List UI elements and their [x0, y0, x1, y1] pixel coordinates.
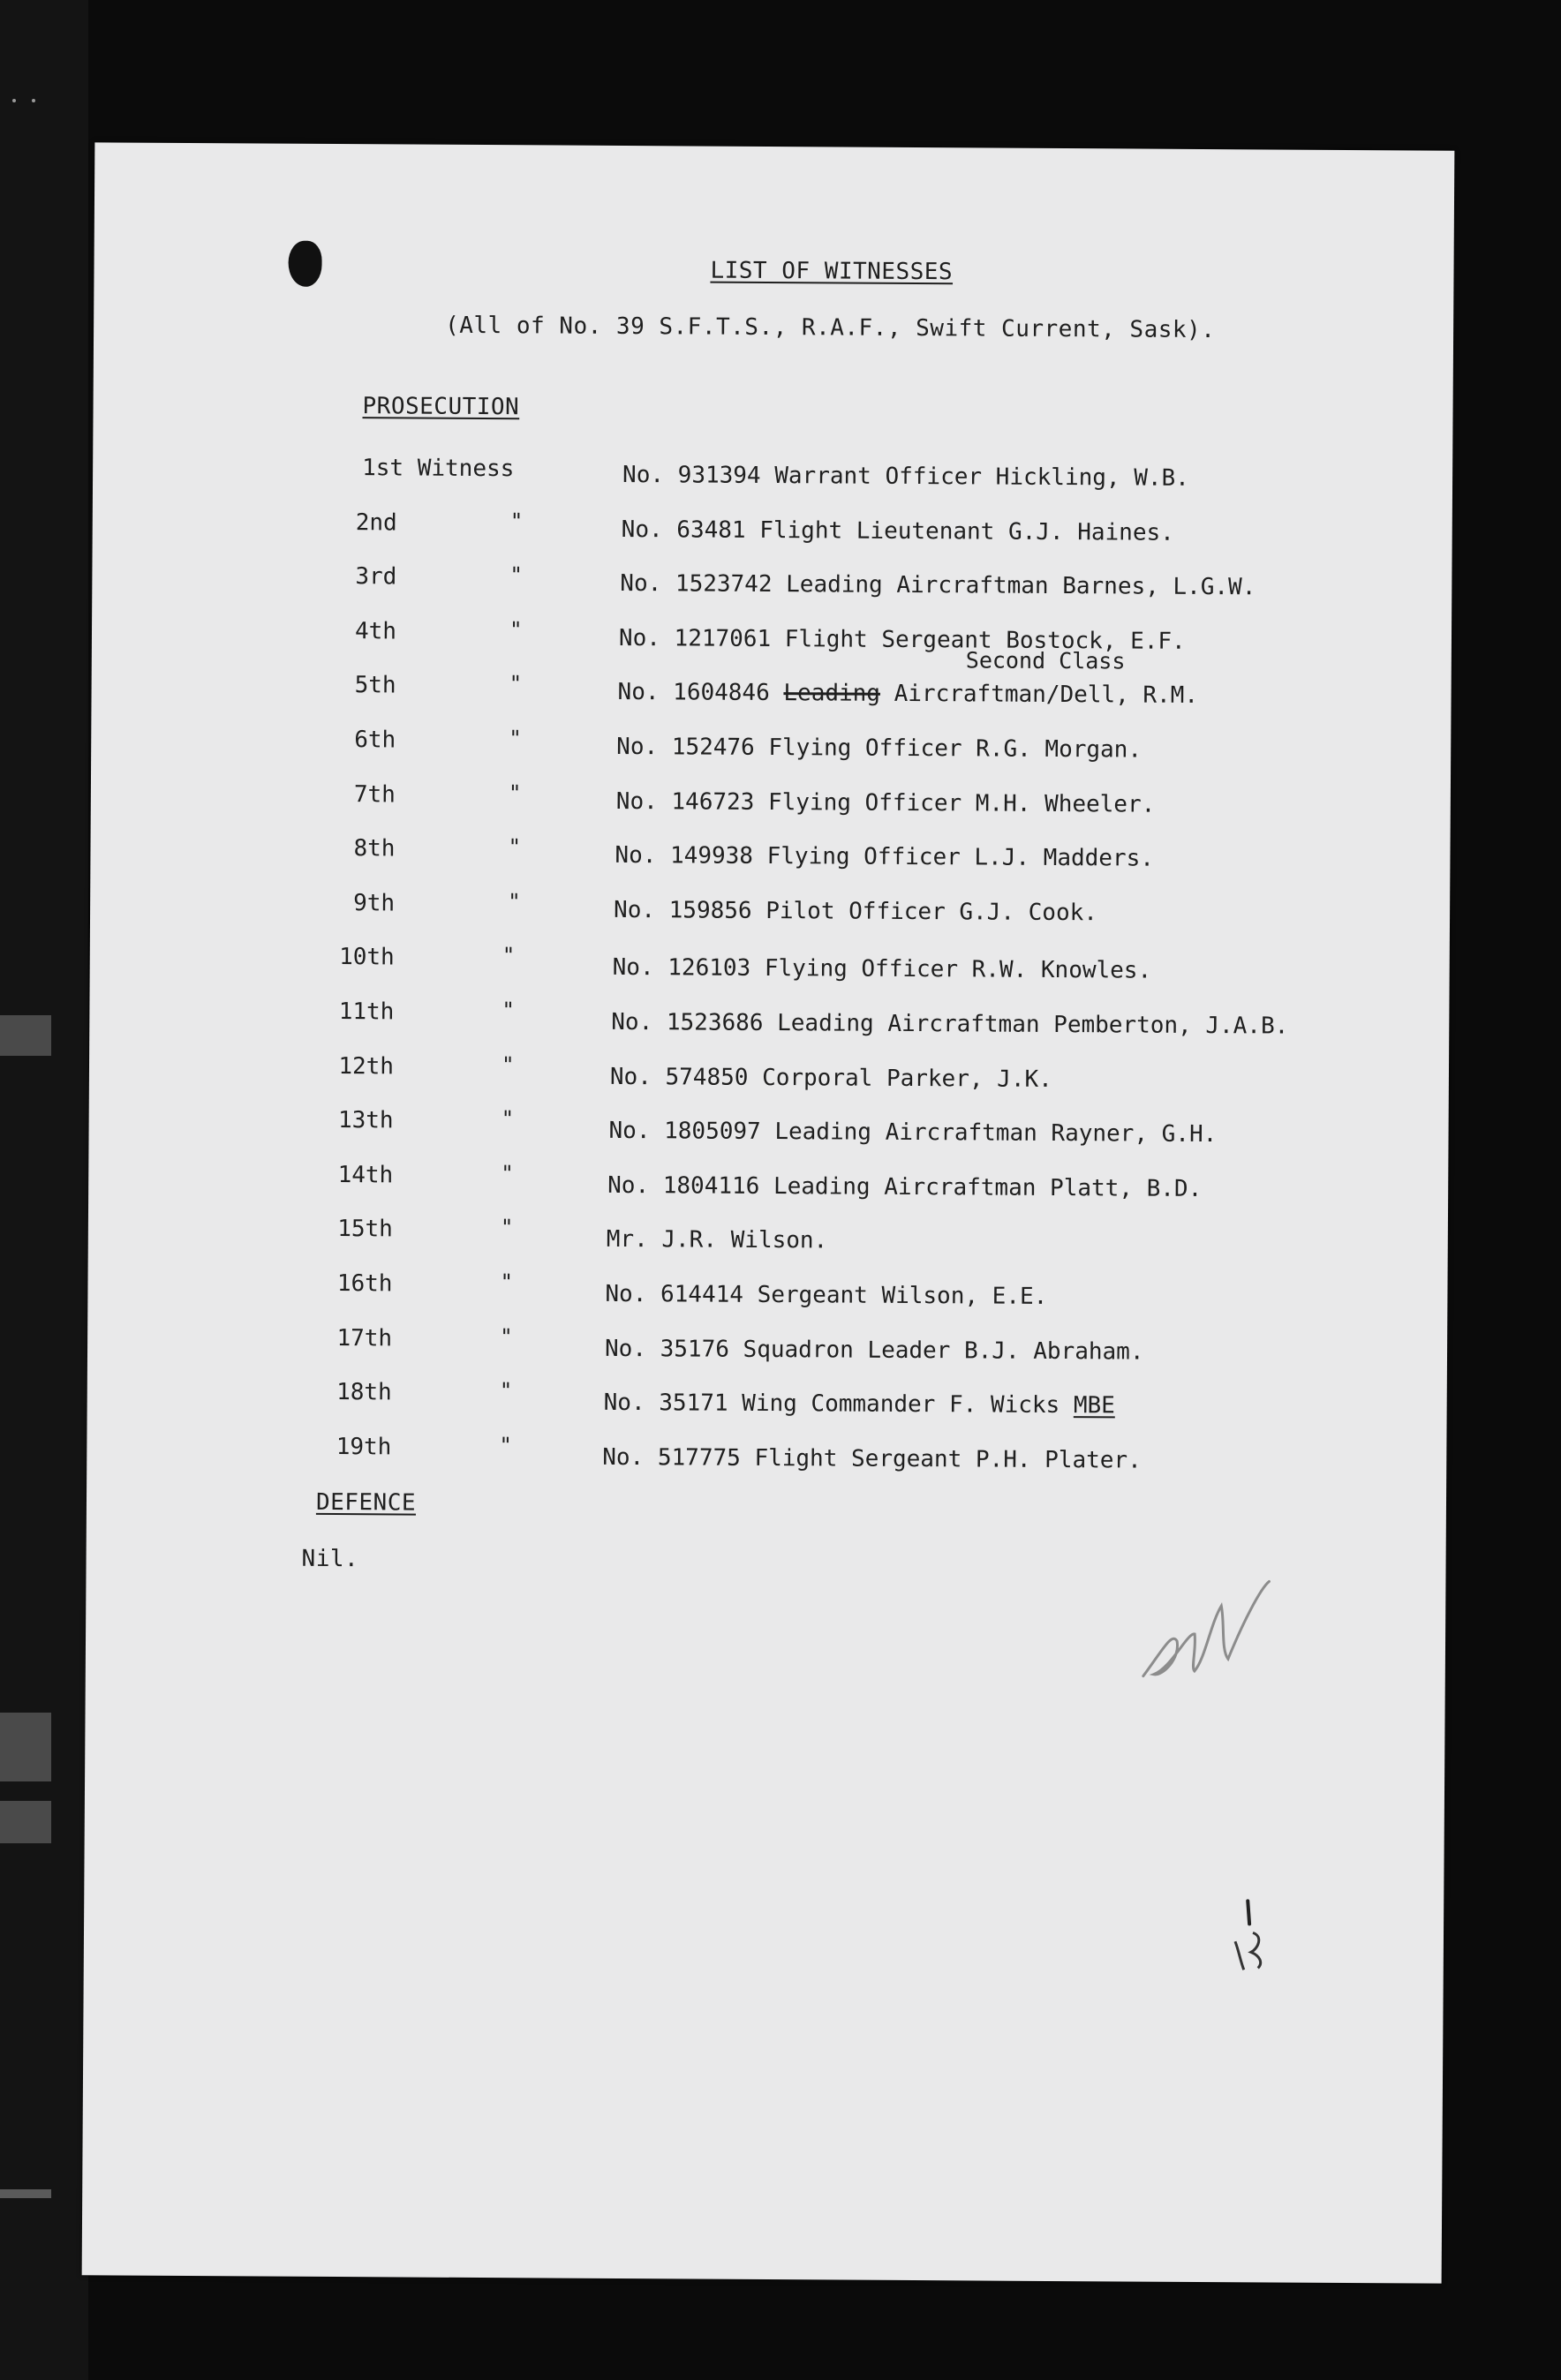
ditto-mark: ": [500, 1323, 513, 1349]
prosecution-heading: PROSECUTION: [362, 393, 520, 421]
witness-details-text: No. 63481 Flight Lieutenant G.J. Haines.: [621, 516, 1174, 546]
ditto-mark: ": [509, 562, 523, 588]
witness-details-text: No. 126103 Flying Officer R.W. Knowles.: [612, 954, 1152, 985]
document-title: LIST OF WITNESSES: [710, 257, 954, 286]
film-marker: [0, 2189, 51, 2198]
witness-details: [608, 1118, 1217, 1148]
document-subtitle: (All of No. 39 S.F.T.S., R.A.F., Swift Current, Sask).: [445, 312, 1216, 344]
witness-ordinal: 7th: [353, 780, 396, 809]
witness-details-text: No. 614414 Sergeant Wilson, E.E.: [605, 1280, 1048, 1310]
ditto-mark: ": [500, 1269, 514, 1295]
witness-details-text: No. 146723 Flying Officer M.H. Wheeler.: [615, 787, 1156, 818]
ditto-mark: ": [509, 671, 523, 697]
witness-details: [604, 1390, 1115, 1420]
witness-details-text: No. 931394 Warrant Officer Hickling, W.B.: [622, 461, 1189, 492]
witness-ordinal: 5th: [354, 672, 396, 699]
witness-details: [605, 1335, 1144, 1365]
witness-details-text: Mr. J.R. Wilson.: [606, 1226, 828, 1254]
handwritten-initials: [1136, 1570, 1278, 1695]
witness-ordinal: 16th: [336, 1270, 393, 1298]
witness-ordinal: 3rd: [355, 563, 397, 591]
witness-details-text: No. 574850 Corporal Parker, J.K.: [609, 1063, 1052, 1093]
witness-details-text: No. 1217061 Flight Sergeant Bostock, E.F.: [618, 624, 1186, 655]
defence-text: Nil.: [301, 1545, 359, 1573]
ditto-mark: ": [500, 1215, 514, 1240]
witness-ordinal: 9th: [353, 889, 396, 917]
ditto-mark: ": [509, 726, 522, 751]
witness-ordinal: 15th: [337, 1216, 393, 1243]
witness-details: [620, 570, 1256, 600]
witness-details-text: No. 35176 Squadron Leader B.J. Abraham.: [604, 1335, 1144, 1366]
witness-details-text: No. 159856 Pilot Officer G.J. Cook.: [614, 896, 1098, 927]
witness-details: [610, 1063, 1052, 1092]
witness-details: [605, 1281, 1047, 1310]
folio-mark: [1223, 1897, 1277, 1977]
witness-ordinal: 8th: [353, 835, 396, 862]
witness-ordinal: 11th: [338, 998, 395, 1026]
witness-ordinal: 2nd: [355, 508, 397, 537]
witness-details: [616, 734, 1142, 764]
document-page: [82, 142, 1455, 2283]
film-strip: [0, 0, 88, 2380]
film-marker: [0, 1713, 51, 1781]
witness-ordinal: 19th: [336, 1433, 392, 1461]
ditto-mark: ": [501, 1051, 515, 1077]
witness-details-text: No. 35171 Wing Commander F. Wicks: [603, 1390, 1060, 1420]
witness-details: [613, 954, 1152, 984]
witness-ordinal: 17th: [336, 1324, 393, 1352]
witness-details-text: No. 152476 Flying Officer R.G. Morgan.: [616, 733, 1142, 764]
witness-ordinal: 4th: [354, 617, 397, 645]
witness-details-text: No. 517775 Flight Sergeant P.H. Plater.: [602, 1443, 1142, 1474]
witness-details: [611, 1009, 1288, 1040]
ditto-mark: ": [508, 834, 522, 860]
witness-details: [614, 897, 1097, 926]
ditto-mark: ": [501, 943, 516, 968]
witness-details: [607, 1226, 828, 1254]
ditto-mark: ": [509, 508, 524, 533]
honours-suffix: MBE: [1073, 1392, 1115, 1420]
witness-details-prefix: No. 1604846: [617, 679, 770, 707]
witness-details: [616, 788, 1156, 818]
interlineation: Second Class: [965, 647, 1126, 674]
witness-ordinal: 10th: [339, 944, 395, 971]
witness-details: [622, 462, 1189, 492]
witness-details: [618, 679, 1199, 709]
witness-ordinal: 1st Witness: [362, 455, 515, 483]
film-dot: [12, 99, 16, 102]
witness-ordinal: 18th: [336, 1379, 392, 1406]
defence-heading: DEFENCE: [315, 1488, 417, 1517]
film-dot: [32, 99, 35, 102]
punch-hole: [288, 241, 321, 287]
witness-ordinal: 14th: [337, 1161, 394, 1189]
ditto-mark: ": [499, 1432, 512, 1458]
film-marker: [0, 1801, 51, 1843]
witness-details-text: No. 1523742 Leading Aircraftman Barnes, L.G.W.: [620, 570, 1256, 601]
ditto-mark: ": [509, 616, 523, 643]
witness-details: [602, 1444, 1142, 1474]
witness-ordinal: 13th: [337, 1107, 394, 1134]
witness-details-text: No. 1804116 Leading Aircraftman Platt, B.D.: [607, 1171, 1203, 1202]
witness-ordinal: 12th: [338, 1052, 395, 1081]
ditto-mark: ": [508, 780, 522, 805]
witness-details-text: No. 1523686 Leading Aircraftman Pemberton, J.A.B.: [611, 1008, 1289, 1040]
witness-details-text: No. 149938 Flying Officer L.J. Madders.: [615, 842, 1155, 872]
ditto-mark: ": [501, 998, 515, 1023]
witness-ordinal: 6th: [354, 727, 396, 754]
film-marker: [0, 1015, 51, 1056]
witness-details-suffix: Aircraftman/Dell, R.M.: [894, 681, 1199, 710]
ditto-mark: ": [508, 888, 521, 915]
ditto-mark: ": [499, 1378, 513, 1404]
witness-details: [615, 842, 1154, 872]
witness-details: [622, 516, 1174, 546]
witness-details: [607, 1172, 1202, 1202]
ditto-mark: ": [501, 1160, 514, 1186]
struck-word: Leading: [783, 680, 881, 708]
ditto-mark: ": [501, 1106, 515, 1132]
witness-details-text: No. 1805097 Leading Aircraftman Rayner, G.H.: [608, 1118, 1218, 1149]
